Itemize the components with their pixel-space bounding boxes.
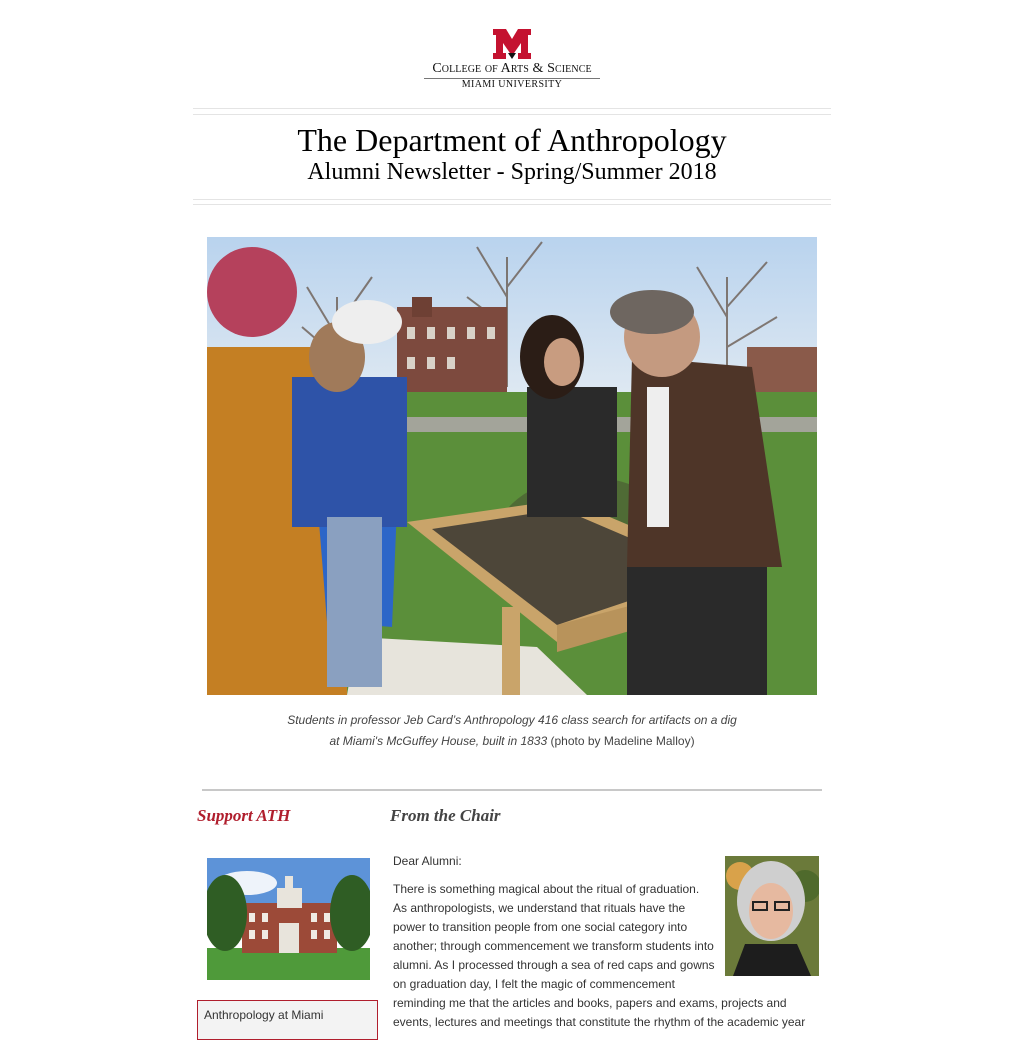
letter-line: alumni. As I processed through a sea of red caps and gowns — [393, 958, 715, 972]
caption-line-2-italic: at Miami's McGuffey House, built in 1833 — [329, 734, 548, 748]
title-rule-bottom — [193, 204, 831, 205]
college-name: College of Arts & Science — [432, 61, 592, 76]
hero-caption — [207, 710, 817, 752]
header-rule-bottom — [193, 114, 831, 115]
page-subtitle: Alumni Newsletter - Spring/Summer 2018 — [307, 159, 717, 185]
letter-line: There is something magical about the ritual of graduation. — [393, 882, 700, 896]
letter-line: As anthropologists, we understand that rituals have the — [393, 901, 686, 915]
caption-line-2 — [207, 731, 817, 752]
letter-line: reminding me that the articles and books, papers and exams, projects and — [393, 996, 787, 1010]
letter-line: on graduation day, I felt the magic of commencement — [393, 977, 675, 991]
from-the-chair-heading: From the Chair — [390, 806, 501, 825]
letter-greeting: Dear Alumni: — [393, 854, 462, 868]
caption-line-1: Students in professor Jeb Card’s Anthropology 416 class search for artifacts on a dig — [287, 713, 737, 727]
university-name: MIAMI UNIVERSITY — [461, 79, 563, 90]
photo-credit: (photo by Madeline Malloy) — [547, 734, 695, 748]
letter-line: events, lectures and meetings that constitute the rhythm of the academic year — [393, 1015, 806, 1029]
letter-line: power to transition people from one social category into — [393, 920, 688, 934]
support-ath-heading: Support ATH — [197, 806, 291, 825]
section-divider — [202, 789, 822, 791]
anthropology-at-miami-link[interactable] — [197, 1000, 378, 1040]
header-rule-top — [193, 108, 831, 109]
chair-portrait-photo — [725, 856, 819, 976]
letter-line: another; through commencement we transform students into — [393, 939, 714, 953]
page-title: The Department of Anthropology — [297, 122, 727, 158]
campus-building-photo — [207, 858, 370, 980]
miami-m-logo — [492, 29, 532, 59]
title-rule-top — [193, 199, 831, 200]
anthropology-link-label: Anthropology at Miami — [204, 1008, 324, 1022]
hero-photo — [207, 237, 817, 695]
